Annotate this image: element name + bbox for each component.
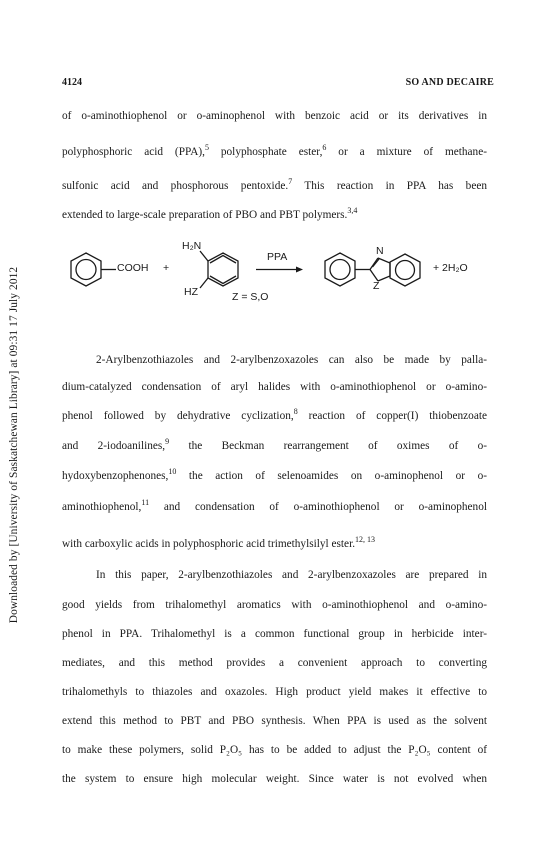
- aminophenol-ring: [208, 253, 238, 286]
- text-line: sulfonic acid and phosphorous pentoxide.$^7$ This reaction in PPA has been: [62, 177, 487, 192]
- cooh-label: COOH: [117, 262, 149, 274]
- text-line: phenol in PPA. Trihalomethyl is a common functional group in herbicide inter-: [62, 628, 487, 640]
- download-watermark-text: Downloaded by [University of Saskatchewan Library] at 09:31 17 July 2012: [8, 266, 20, 624]
- text-line: and 2-iodoanilines,$^9$ the Beckman rearrangement of oximes of o-: [62, 437, 488, 452]
- hz-label: HZ: [184, 286, 198, 298]
- water-product: + 2H₂O: [433, 262, 468, 274]
- text-line: polyphosphoric acid (PPA),$^5$ polyphosphate ester,$^6$ or a mixture of methane-: [62, 143, 487, 158]
- text-line: phenol followed by dehydrative cyclization,$^8$ reaction of copper(I) thiobenzoate: [62, 407, 487, 422]
- text-line: 2-Arylbenzothiazoles and 2-arylbenzoxazoles can also be made by palla-: [96, 354, 487, 366]
- page-header: [62, 77, 494, 91]
- citation: 5: [204, 143, 209, 152]
- citation: 6: [322, 143, 327, 152]
- text-line: In this paper, 2-arylbenzothiazoles and 2-arylbenzoxazoles are prepared in: [96, 569, 487, 581]
- text-line: to make these polymers, solid P₂O₅ has to be added to adjust the P₂O₅ content of: [62, 744, 487, 756]
- citation: 10: [168, 467, 177, 476]
- amine-label: H₂N: [182, 240, 202, 252]
- citation: 3,4: [347, 206, 358, 215]
- download-watermark: [4, 235, 24, 655]
- citation: 12, 13: [355, 535, 376, 544]
- plus-sign: +: [163, 262, 170, 274]
- running-title: SO AND DECAIRE: [405, 77, 494, 88]
- text-line: aminothiophenol,$^{11}$ and condensation of o-aminothiophenol or o-aminophenol: [62, 498, 487, 513]
- text-line: of o-aminothiophenol or o-aminophenol with benzoic acid or its derivatives in: [62, 110, 487, 122]
- text-line: extended to large-scale preparation of PBO and PBT polymers.$^{3,4}$: [62, 206, 358, 221]
- text-line: trihalomethyls to thiazoles and oxazoles. High product yield makes it effective to: [62, 686, 487, 698]
- benzo-ring: [390, 254, 420, 286]
- text-line: dium-catalyzed condensation of aryl halides with o-aminothiophenol or o-amino-: [62, 381, 487, 393]
- ppa-label: PPA: [267, 251, 288, 263]
- citation: 11: [141, 498, 150, 507]
- reaction-scheme: [60, 236, 500, 308]
- text-line: with carboxylic acids in polyphosphoric acid trimethylsilyl ester.$^{12, 13}$: [62, 535, 376, 550]
- page-number: 4124: [62, 77, 82, 88]
- citation: 9: [165, 437, 170, 446]
- text-line: hydoxybenzophenones,$^{10}$ the action of selenoamides on o-aminophenol or o-: [62, 467, 487, 482]
- citation: 7: [288, 177, 293, 186]
- z-substituent-note: Z = S,O: [232, 291, 269, 303]
- nitrogen-label: N: [376, 245, 384, 257]
- text-line: extend this method to PBT and PBO synthesis. When PPA is used as the solvent: [62, 715, 487, 727]
- citation: 8: [293, 407, 298, 416]
- text-line: mediates, and this method provides a convenient approach to converting: [62, 657, 487, 669]
- text-line: good yields from trihalomethyl aromatics with o-aminothiophenol and o-amino-: [62, 599, 487, 611]
- z-label: Z: [373, 280, 380, 292]
- text-line: the system to ensure high molecular weight. Since water is not evolved when: [62, 773, 487, 785]
